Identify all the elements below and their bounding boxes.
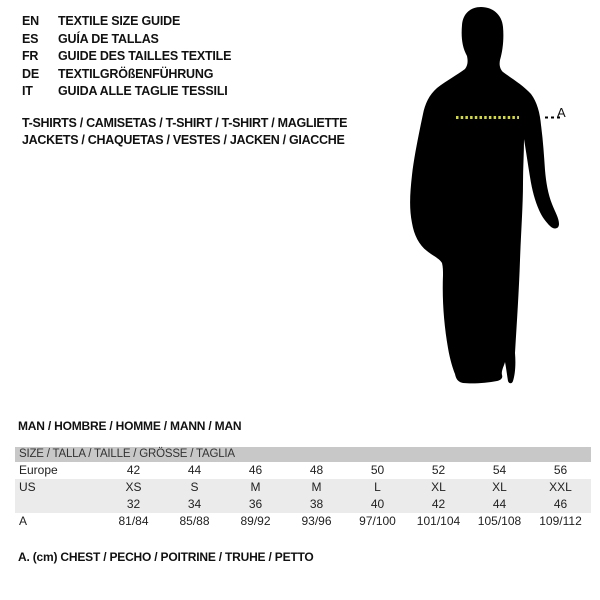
cell: 50 <box>370 463 385 477</box>
cell: 46 <box>248 463 263 477</box>
cell: 44 <box>187 463 202 477</box>
language-label: TEXTILE SIZE GUIDE <box>58 14 181 28</box>
cell: 54 <box>492 463 507 477</box>
language-guide <box>22 13 231 101</box>
cell: S <box>190 480 199 494</box>
man-silhouette <box>405 5 575 390</box>
cell: XL <box>431 480 446 494</box>
language-label: TEXTILGRÖßENFÜHRUNG <box>58 66 214 81</box>
cell: L <box>374 480 381 494</box>
table-row-europe <box>15 462 591 479</box>
gender-heading: MAN / HOMBRE / HOMME / MANN / MAN <box>18 419 242 433</box>
cell: 93/96 <box>301 514 332 528</box>
language-code: FR <box>22 49 39 63</box>
cell: 97/100 <box>359 514 396 528</box>
cell: M <box>311 480 322 494</box>
row-label <box>15 496 103 513</box>
chest-measure-footnote: A. (cm) CHEST / PECHO / POITRINE / TRUHE / PETTO <box>18 550 314 564</box>
language-row <box>22 83 231 101</box>
size-table <box>15 447 591 530</box>
cell: 101/104 <box>416 514 461 528</box>
language-row <box>22 48 231 66</box>
cell: 56 <box>553 463 568 477</box>
category-jackets: JACKETS / CHAQUETAS / VESTES / JACKEN / GIACCHE <box>22 132 345 147</box>
garment-categories <box>22 115 347 148</box>
table-row-us <box>15 479 591 496</box>
language-label: GUIDA ALLE TAGLIE TESSILI <box>58 84 228 98</box>
cell: 89/92 <box>240 514 271 528</box>
language-label: GUÍA DE TALLAS <box>58 31 159 46</box>
man-silhouette-figure <box>405 5 575 390</box>
silhouette-path <box>410 7 559 383</box>
cell: 38 <box>309 497 324 511</box>
cell: 32 <box>126 497 141 511</box>
cell: XXL <box>549 480 572 494</box>
cell: 34 <box>187 497 202 511</box>
cell: 44 <box>492 497 507 511</box>
cell: 36 <box>248 497 263 511</box>
language-row <box>22 66 231 84</box>
row-label: A <box>19 514 28 528</box>
table-row-alt-size <box>15 496 591 513</box>
cell: 40 <box>370 497 385 511</box>
cell: 42 <box>126 463 141 477</box>
cell: 105/108 <box>477 514 522 528</box>
cell: 85/88 <box>179 514 210 528</box>
language-code: DE <box>22 66 39 81</box>
cell: 46 <box>553 497 568 511</box>
language-code: ES <box>22 31 39 46</box>
size-table-header: SIZE / TALLA / TAILLE / GRÖSSE / TAGLIA <box>15 447 591 462</box>
table-row-chest <box>15 513 591 530</box>
cell: 109/112 <box>539 514 582 528</box>
category-tshirts: T-SHIRTS / CAMISETAS / T-SHIRT / T-SHIRT / MAGLIETTE <box>22 116 348 130</box>
row-label: Europe <box>19 463 58 477</box>
cell: 81/84 <box>118 514 149 528</box>
language-code: IT <box>22 84 33 98</box>
language-label: GUIDE DES TAILLES TEXTILE <box>58 49 232 63</box>
cell: 42 <box>431 497 446 511</box>
language-row <box>22 13 231 31</box>
cell: 52 <box>431 463 446 477</box>
cell: M <box>250 480 261 494</box>
language-row <box>22 31 231 49</box>
measure-label-a: A <box>557 105 566 120</box>
cell: XS <box>125 480 142 494</box>
cell: 48 <box>309 463 324 477</box>
language-code: EN <box>22 14 39 28</box>
cell: XL <box>492 480 507 494</box>
row-label: US <box>19 480 36 494</box>
